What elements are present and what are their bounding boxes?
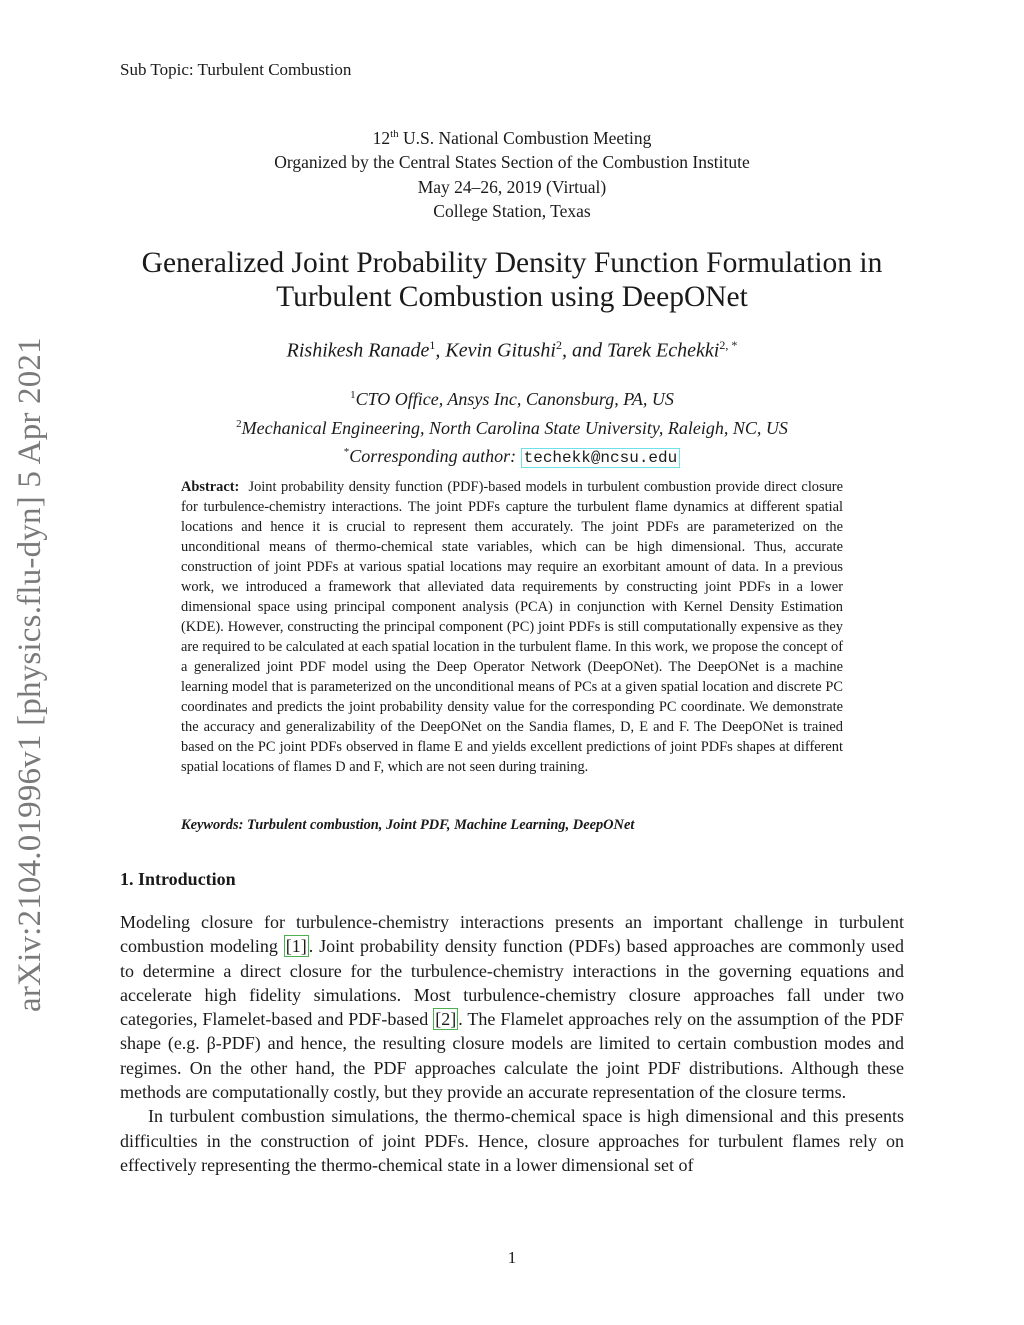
affiliation-2 [0, 412, 1024, 441]
meeting-date: May 24–26, 2019 (Virtual) [417, 176, 607, 197]
title-line-1: Generalized Joint Probability Density Function Formulation in [141, 247, 883, 279]
meeting-info [0, 122, 1024, 224]
meeting-name: U.S. National Combustion Meeting [398, 127, 652, 148]
citation-link-1[interactable]: [1] [285, 936, 307, 957]
paragraph: In turbulent combustion simulations, the thermo-chemical space is high dimensional and this presents difficulties in the construction of joint PDFs. Hence, closure approaches for turbulent flames rely on effectively representing the thermo-chemical state in a lower dimensional set of [120, 1106, 904, 1175]
email-link[interactable]: techekk@ncsu.edu [521, 448, 681, 468]
meeting-ordinal-suffix: th [390, 128, 399, 140]
paragraph-text: Modeling closure for turbulence-chemistry interactions presents an important challenge in turbulent combustion modeling [120, 912, 904, 957]
author-2-affil: 2 [555, 338, 562, 352]
affiliation-1-mark: 1 [350, 389, 356, 401]
paragraph [120, 910, 904, 1104]
affiliation-2-text: Mechanical Engineering, North Carolina State University, Raleigh, NC, US [241, 417, 788, 438]
author-1: Rishikesh Ranade [286, 339, 430, 362]
author-list [0, 338, 1024, 363]
keywords: Keywords: Turbulent combustion, Joint PDF, Machine Learning, DeepONet [181, 817, 635, 833]
author-2: , Kevin Gitushi [435, 339, 556, 362]
affiliation-1 [0, 383, 1024, 412]
meeting-ordinal: 12 [372, 127, 391, 148]
abstract [181, 477, 843, 777]
paper-title [0, 246, 1024, 314]
affiliations [0, 383, 1024, 471]
citation-link-2[interactable]: [2] [435, 1009, 457, 1030]
meeting-line-1 [0, 122, 1024, 150]
affiliation-2-mark: 2 [236, 417, 242, 430]
arxiv-stamp: arXiv:2104.01996v1 [physics.flu-dyn] 5 Apr 2021 [12, 337, 48, 1012]
author-3: , and Tarek Echekki [561, 339, 720, 362]
abstract-label: Abstract: [181, 479, 240, 495]
section-heading-introduction: 1. Introduction [120, 869, 236, 889]
meeting-location: College Station, Texas [433, 201, 591, 222]
corresponding-author [0, 440, 1024, 471]
sub-topic: Sub Topic: Turbulent Combustion [120, 60, 352, 79]
corresponding-label: Corresponding author: [349, 446, 521, 466]
author-1-affil: 1 [429, 338, 436, 352]
title-line-2: Turbulent Combustion using DeepONet [276, 281, 748, 313]
introduction-body [120, 910, 904, 1177]
meeting-organizer: Organized by the Central States Section of the Combustion Institute [274, 152, 750, 173]
author-3-affil: 2, * [719, 338, 738, 352]
corresponding-mark: * [343, 446, 350, 458]
paragraph-text: . The Flamelet approaches rely on the assumption of the PDF shape (e.g. β-PDF) and hence, the resulting closure models are limited to certain combustion modes and regimes. On the other hand, the PDF approaches calculate the joint PDF distributions. Although these methods are computationally costly, but they provide an accurate representation of the closure terms. [120, 1009, 904, 1103]
paragraph-text: . Joint probability density function (PDFs) based approaches are commonly used to determine a direct closure for the turbulence-chemistry interactions in the governing equations and accelerate high fidelity simulations. Most turbulence-chemistry closure approaches fall under two categories, Flamelet-based and PDF-based [120, 936, 904, 1030]
page-number: 1 [507, 1248, 517, 1267]
abstract-text: Joint probability density function (PDF)-based models in turbulent combustion provide direct closure for turbulence-chemistry interactions. The joint PDFs capture the turbulent flame dynamics at different spatial locations and hence it is crucial to represent them accurately. The joint PDFs are parameterized on the unconditional means of thermo-chemical state variables, which can be high dimensional. Thus, accurate construction of joint PDFs at various spatial locations may require an exorbitant amount of data. In a previous work, we introduced a framework that alleviated data requirements by constructing joint PDFs in a lower dimensional space using principal component analysis (PCA) in conjunction with Kernel Density Estimation (KDE). However, constructing the principal component (PC) joint PDFs is still computationally expensive as they are required to be calculated at each spatial location in the turbulent flame. In this work, we propose the concept of a generalized joint PDF model using the Deep Operator Network (DeepONet). The DeepONet is a machine learning model that is parameterized on the unconditional means of PCs at a given spatial location and discrete PC coordinates and predicts the joint probability density value for the corresponding PC coordinate. We demonstrate the accuracy and generalizability of the DeepONet on the Sandia flames, D, E and F. The DeepONet is trained based on the PC joint PDFs observed in flame E and yields excellent predictions of joint PDFs shapes at different spatial locations of flames D and F, which are not seen during training. [181, 479, 843, 775]
affiliation-1-text: CTO Office, Ansys Inc, Canonsburg, PA, US [355, 389, 674, 409]
